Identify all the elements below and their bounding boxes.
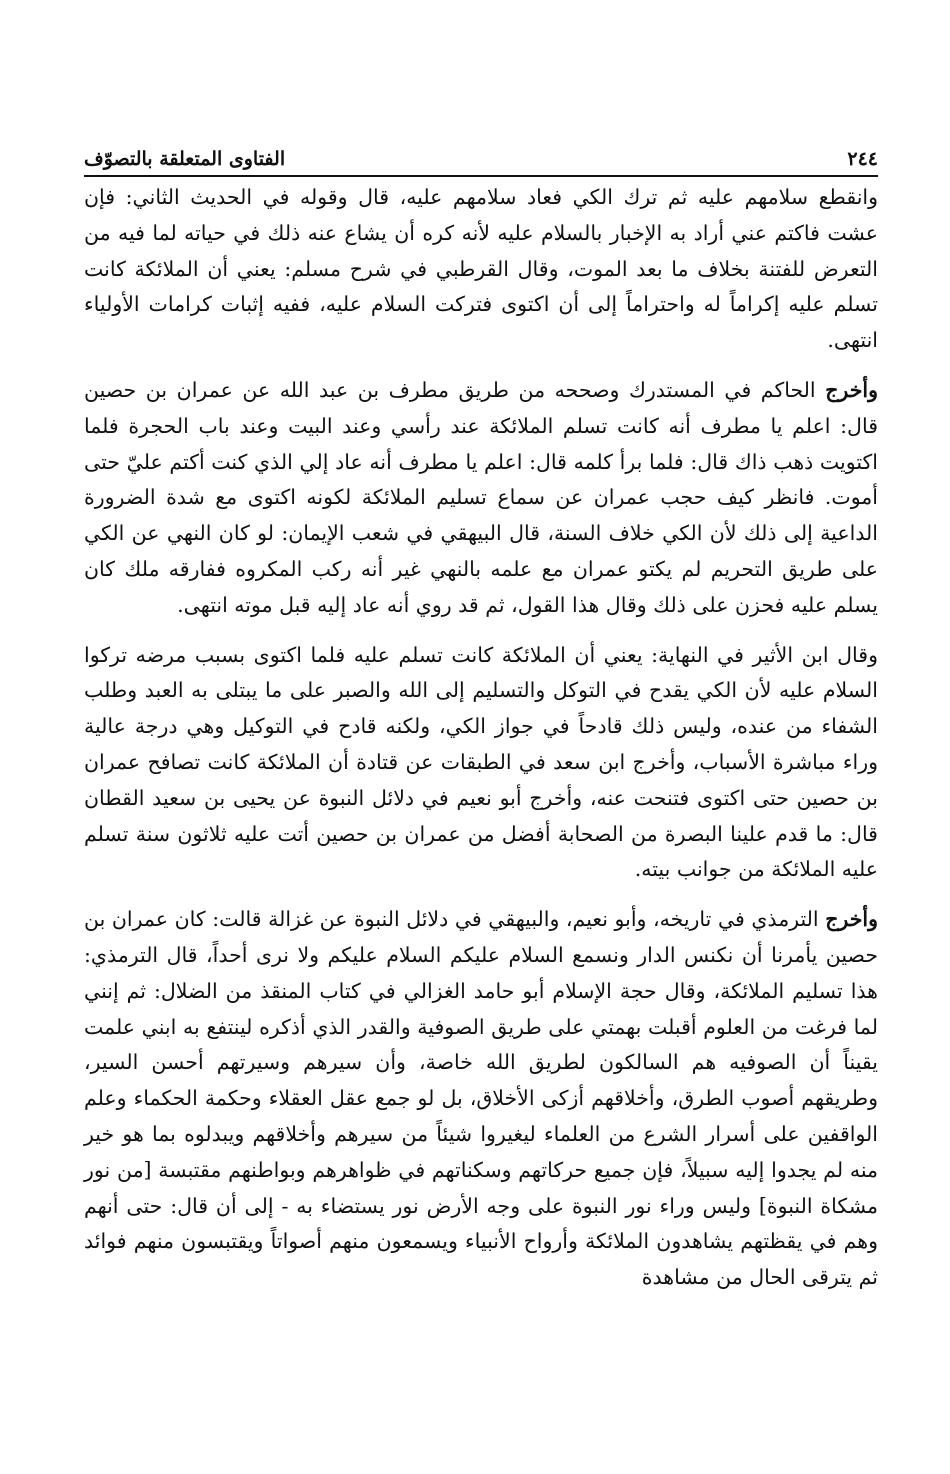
- page-number: ٢٤٤: [847, 148, 878, 170]
- paragraph-lead-word: وأخرج: [825, 907, 878, 932]
- paragraph-text: الترمذي في تاريخه، وأبو نعيم، والبيهقي في دلائل النبوة عن غزالة قالت: كان عمران بن حصين يأمرنا أن نكنس الدار ونسمع السلام عليكم السلام عليكم ولا نرى أحداً، قال الترمذي: هذا تسليم الملائكة، وقال حجة الإسلام أبو حامد الغزالي في كتاب المنقذ من الضلال: ثم إنني لما فرغت من العلوم أقبلت بهمتي على طريق الصوفية والقدر الذي أذكره لينتفع به ابني علمت يقيناً أن الصوفيه هم السالكون لطريق الله خاصة، وأن سيرهم وسيرتهم أحسن السير، وطريقهم أصوب الطرق، وأخلاقهم أزكى الأخلاق، بل لو جمع عقل العقلاء وحكمة الحكماء وعلم الواقفين على أسرار الشرع من العلماء ليغيروا شيئاً من سيرهم وأخلاقهم ويبدلوه بما هو خير منه لم يجدوا إليه سبيلاً، فإن جميع حركاتهم وسكناتهم في ظواهرهم وبواطنهم مقتبسة [من نور مشكاة النبوة] وليس وراء نور النبوة على وجه الأرض نور يستضاء به - إلى أن قال: حتى أنهم وهم في يقظتهم يشاهدون الملائكة وأرواح الأنبياء ويسمعون منهم أصواتاً ويقتبسون منهم فوائد ثم يترقى الحال من مشاهدة: [84, 907, 878, 1290]
- header-divider: [84, 175, 878, 177]
- paragraph-4: [84, 902, 878, 1296]
- paragraph-1: [84, 180, 878, 359]
- paragraph-text: وقال ابن الأثير في النهاية: يعني أن الملائكة كانت تسلم عليه فلما اكتوى بسبب مرضه تركوا السلام عليه لأن الكي يقدح في التوكل والتسليم إلى الله والصبر على ما يبتلى به العبد وطلب الشفاء من عنده، وليس ذلك قادحاً في جواز الكي، ولكنه قادح في التوكيل وهي درجة عالية وراء مباشرة الأسباب، وأخرج ابن سعد في الطبقات عن قتادة أن الملائكة كانت تصافح عمران بن حصين حتى اكتوى فتنحت عنه، وأخرج أبو نعيم في دلائل النبوة عن يحيى بن سعيد القطان قال: ما قدم علينا البصرة من الصحابة أفضل من عمران بن حصين أتت عليه ثلاثون سنة تسلم عليه الملائكة من جوانب بيته.: [84, 642, 878, 882]
- paragraph-3: [84, 638, 878, 889]
- paragraph-text: وانقطع سلامهم عليه ثم ترك الكي فعاد سلامهم عليه، قال وقوله في الحديث الثاني: فإن عشت فاكتم عني أراد به الإخبار بالسلام عليه لأنه كره أن يشاع عنه ذلك في حياته لما فيه من التعرض للفتنة بخلاف ما بعد الموت، وقال القرطبي في شرح مسلم: يعني أن الملائكة كانت تسلم عليه إكراماً له واحتراماً إلى أن اكتوى فتركت السلام عليه، ففيه إثبات كرامات الأولياء انتهى.: [84, 185, 878, 353]
- paragraph-lead-word: وأخرج: [825, 377, 878, 402]
- body-text: [84, 180, 878, 1310]
- paragraph-2: [84, 373, 878, 624]
- paragraph-text: الحاكم في المستدرك وصححه من طريق مطرف بن عبد الله عن عمران بن حصين قال: اعلم يا مطرف أنه كانت تسلم الملائكة عند رأسي وعند البيت وعند باب الحجرة فلما اكتويت ذهب ذاك قال: فلما برأ كلمه قال: اعلم يا مطرف أنه عاد إلي الذي كنت أكتم عليّ حتى أموت. فانظر كيف حجب عمران عن سماع تسليم الملائكة لكونه اكتوى مع شدة الضرورة الداعية إلى ذلك لأن الكي خلاف السنة، قال البيهقي في شعب الإيمان: لو كان النهي عن الكي على طريق التحريم لم يكتو عمران مع علمه بالنهي غير أنه ركب المكروه ففارقه ملك كان يسلم عليه فحزن على ذلك وقال هذا القول، ثم قد روي أنه عاد إليه قبل موته انتهى.: [84, 377, 878, 617]
- running-title: الفتاوى المتعلقة بالتصوّف: [84, 148, 286, 170]
- page-header: [84, 126, 878, 170]
